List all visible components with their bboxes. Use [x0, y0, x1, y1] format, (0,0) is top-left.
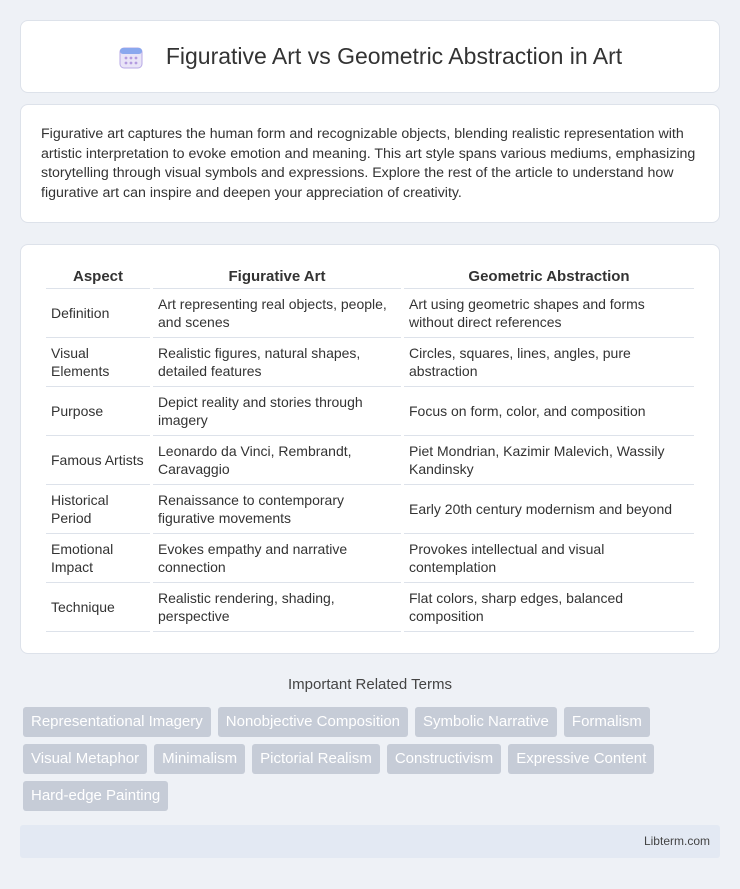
- cell-aspect: Definition: [46, 289, 150, 338]
- table-row: [46, 387, 694, 436]
- comparison-table: [43, 265, 697, 632]
- cell-geometric: Early 20th century modernism and beyond: [404, 485, 694, 534]
- cell-figurative: Renaissance to contemporary figurative movements: [153, 485, 401, 534]
- table-header-row: [46, 265, 694, 289]
- cell-figurative: Realistic rendering, shading, perspective: [153, 583, 401, 632]
- header-geometric: Geometric Abstraction: [404, 265, 694, 289]
- related-terms-list: [23, 707, 713, 811]
- cell-aspect: Technique: [46, 583, 150, 632]
- related-term-tag[interactable]: Symbolic Narrative: [415, 707, 557, 737]
- footer: [20, 825, 720, 858]
- related-term-tag[interactable]: Nonobjective Composition: [218, 707, 408, 737]
- related-term-tag[interactable]: Representational Imagery: [23, 707, 211, 737]
- calendar-icon: [118, 44, 144, 70]
- header-figurative: Figurative Art: [153, 265, 401, 289]
- related-term-tag[interactable]: Hard-edge Painting: [23, 781, 168, 811]
- related-terms-title: Important Related Terms: [288, 676, 452, 693]
- related-term-tag[interactable]: Visual Metaphor: [23, 744, 147, 774]
- intro-text: Figurative art captures the human form and recognizable objects, blending realistic representation with artistic interpretation to evoke emotion and meaning. This art style spans various mediums, emphasizing storytelling through visual symbols and expressions. Explore the rest of the article to understand how figurative art can inspire and deepen your appreciation of creativity.: [41, 126, 696, 201]
- related-term-tag[interactable]: Pictorial Realism: [252, 744, 380, 774]
- related-term-tag[interactable]: Formalism: [564, 707, 650, 737]
- footer-site-link[interactable]: Libterm.com: [643, 834, 710, 848]
- cell-aspect: Famous Artists: [46, 436, 150, 485]
- cell-geometric: Provokes intellectual and visual contemplation: [404, 534, 694, 583]
- related-term-tag[interactable]: Constructivism: [387, 744, 501, 774]
- table-row: [46, 338, 694, 387]
- cell-geometric: Circles, squares, lines, angles, pure abstraction: [404, 338, 694, 387]
- related-term-tag[interactable]: Minimalism: [154, 744, 245, 774]
- page-title: Figurative Art vs Geometric Abstraction in Art: [165, 43, 623, 69]
- cell-figurative: Realistic figures, natural shapes, detailed features: [153, 338, 401, 387]
- cell-aspect: Visual Elements: [46, 338, 150, 387]
- cell-aspect: Emotional Impact: [46, 534, 150, 583]
- title-card: [20, 20, 720, 93]
- cell-figurative: Leonardo da Vinci, Rembrandt, Caravaggio: [153, 436, 401, 485]
- cell-geometric: Piet Mondrian, Kazimir Malevich, Wassily Kandinsky: [404, 436, 694, 485]
- table-row: [46, 289, 694, 338]
- table-row: [46, 534, 694, 583]
- table-row: [46, 583, 694, 632]
- cell-geometric: Focus on form, color, and composition: [404, 387, 694, 436]
- related-term-tag[interactable]: Expressive Content: [508, 744, 654, 774]
- cell-figurative: Evokes empathy and narrative connection: [153, 534, 401, 583]
- cell-geometric: Art using geometric shapes and forms without direct references: [404, 289, 694, 338]
- comparison-card: [20, 244, 720, 654]
- cell-aspect: Purpose: [46, 387, 150, 436]
- cell-figurative: Art representing real objects, people, and scenes: [153, 289, 401, 338]
- cell-aspect: Historical Period: [46, 485, 150, 534]
- header-aspect: Aspect: [46, 265, 150, 289]
- intro-card: [20, 104, 720, 223]
- table-row: [46, 485, 694, 534]
- table-row: [46, 436, 694, 485]
- cell-geometric: Flat colors, sharp edges, balanced composition: [404, 583, 694, 632]
- cell-figurative: Depict reality and stories through imagery: [153, 387, 401, 436]
